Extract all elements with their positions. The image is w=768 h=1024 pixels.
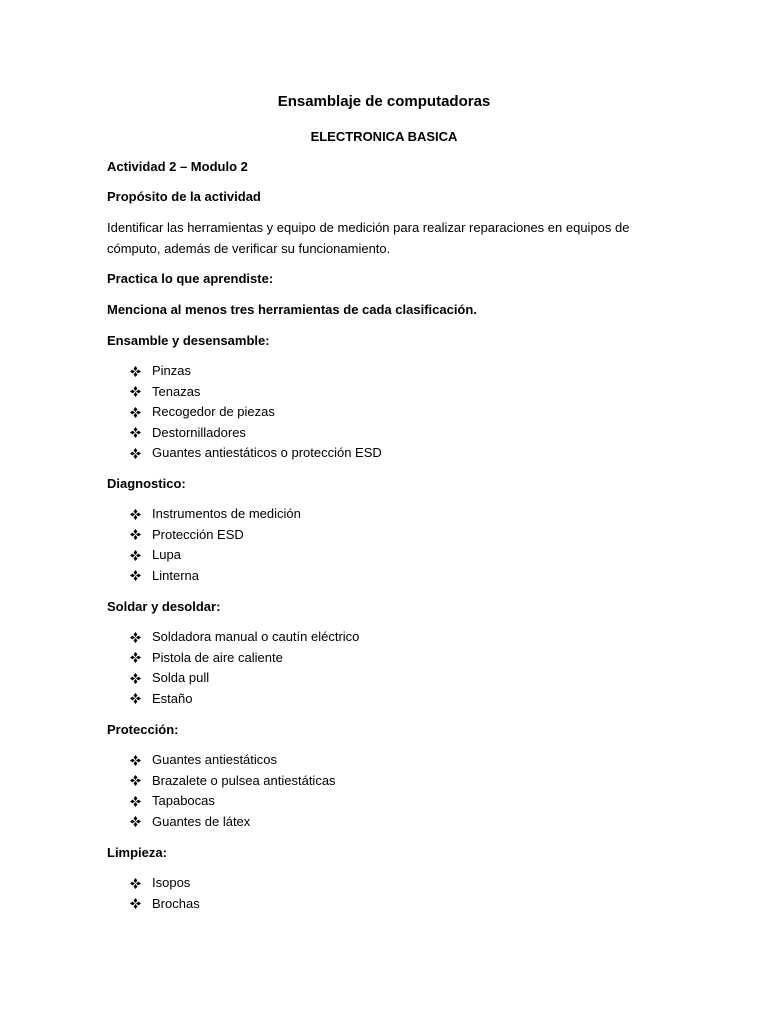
document-title: Ensamblaje de computadoras: [277, 93, 491, 110]
list-item: [130, 504, 301, 525]
list-item-label: Guantes antiestáticos: [152, 752, 278, 767]
section-heading-limpieza: Limpieza:: [107, 845, 167, 860]
list-item: [130, 627, 359, 648]
list-item-label: Estaño: [152, 690, 193, 706]
list-item-label: Isopos: [152, 875, 191, 890]
list-item: [130, 689, 359, 710]
diamond-bullet-icon: [130, 775, 141, 786]
diamond-bullet-icon: [130, 878, 141, 889]
list-item: [130, 873, 200, 894]
list-item-label: Destornilladores: [152, 424, 246, 440]
section-heading-ensamble: Ensamble y desensamble:: [107, 333, 270, 348]
diamond-bullet-icon: [130, 529, 141, 540]
list-item: [130, 566, 301, 587]
list-item: [130, 812, 336, 833]
section-list-soldar: [130, 627, 359, 709]
list-item: [130, 648, 359, 669]
list-item: [130, 545, 301, 566]
diamond-bullet-icon: [130, 550, 141, 561]
list-item: [130, 525, 301, 546]
section-list-limpieza: [130, 873, 200, 914]
diamond-bullet-icon: [130, 796, 141, 807]
list-item: [130, 423, 382, 444]
diamond-bullet-icon: [130, 386, 141, 397]
diamond-bullet-icon: [130, 570, 141, 581]
diamond-bullet-icon: [130, 448, 141, 459]
list-item: [130, 791, 336, 812]
purpose-text: Identificar las herramientas y equipo de medición para realizar reparaciones en equipos de cómputo, además de verificar su funcionamiento.: [107, 220, 630, 256]
list-item-label: Brochas: [152, 895, 200, 911]
list-item-label: Pinzas: [152, 363, 192, 378]
list-item: [130, 361, 382, 382]
list-item-label: Soldadora manual o cautín eléctrico: [152, 629, 360, 644]
list-item: [130, 750, 336, 771]
list-item: [130, 771, 336, 792]
section-list-diagnostico: [130, 504, 301, 586]
list-item-label: Tenazas: [152, 383, 201, 399]
diamond-bullet-icon: [130, 816, 141, 827]
diamond-bullet-icon: [130, 755, 141, 766]
instruction-text: Menciona al menos tres herramientas de cada clasificación.: [107, 302, 477, 317]
section-list-proteccion: [130, 750, 336, 832]
diamond-bullet-icon: [130, 673, 141, 684]
list-item-label: Lupa: [152, 547, 181, 562]
section-heading-diagnostico: Diagnostico:: [107, 476, 186, 491]
list-item-label: Solda pull: [152, 670, 210, 685]
diamond-bullet-icon: [130, 407, 141, 418]
list-item-label: Linterna: [152, 567, 199, 583]
diamond-bullet-icon: [130, 366, 141, 377]
section-heading-soldar: Soldar y desoldar:: [107, 599, 221, 614]
list-item: [130, 382, 382, 403]
list-item-label: Guantes de látex: [152, 813, 251, 829]
section-heading-proteccion: Protección:: [107, 722, 179, 737]
list-item-label: Recogedor de piezas: [152, 404, 275, 419]
list-item: [130, 668, 359, 689]
list-item-label: Instrumentos de medición: [152, 506, 301, 521]
list-item-label: Tapabocas: [152, 793, 215, 808]
purpose-heading: Propósito de la actividad: [107, 189, 261, 204]
diamond-bullet-icon: [130, 427, 141, 438]
diamond-bullet-icon: [130, 898, 141, 909]
section-list-ensamble: [130, 361, 382, 464]
list-item-label: Pistola de aire caliente: [152, 649, 283, 665]
diamond-bullet-icon: [130, 652, 141, 663]
diamond-bullet-icon: [130, 632, 141, 643]
list-item-label: Brazalete o pulsea antiestáticas: [152, 772, 336, 788]
diamond-bullet-icon: [130, 693, 141, 704]
list-item: [130, 894, 200, 915]
list-item: [130, 443, 382, 464]
list-item: [130, 402, 382, 423]
practice-heading: Practica lo que aprendiste:: [107, 271, 274, 286]
document-subtitle: ELECTRONICA BASICA: [310, 129, 458, 144]
diamond-bullet-icon: [130, 509, 141, 520]
list-item-label: Guantes antiestáticos o protección ESD: [152, 445, 382, 460]
list-item-label: Protección ESD: [152, 526, 244, 542]
activity-label: Actividad 2 – Modulo 2: [107, 159, 248, 174]
